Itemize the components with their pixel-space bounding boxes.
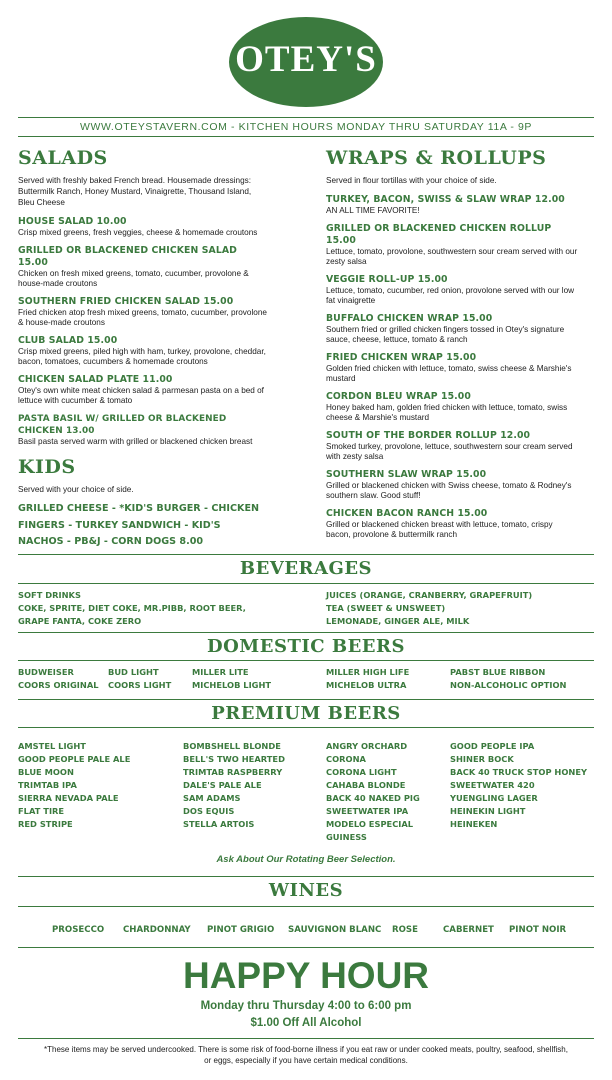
beer-item: CORONA LIGHT [326, 767, 397, 777]
divider [18, 727, 594, 728]
beer-item: DOS EQUIS [183, 806, 235, 816]
item-desc: Smoked turkey, provolone, lettuce, southwestern sour cream served with zesty salsa [326, 441, 573, 461]
premium-col [18, 740, 130, 831]
beer-item: CAHABA BLONDE [326, 780, 406, 790]
beer-item: BUD LIGHT [108, 667, 159, 677]
beer-item: BUDWEISER [18, 667, 74, 677]
wrap-item [326, 508, 578, 541]
premium-col [183, 740, 285, 831]
item-name: PASTA BASIL W/ GRILLED OR BLACKENED CHICKEN 13.00 [18, 413, 227, 436]
beverages-left [18, 589, 246, 628]
item-name: BUFFALO CHICKEN WRAP 15.00 [326, 312, 493, 324]
salad-item [18, 413, 268, 448]
item-name: GRILLED OR BLACKENED CHICKEN SALAD 15.00 [18, 244, 237, 268]
beer-item: RED STRIPE [18, 819, 73, 829]
beer-item: SIERRA NEVADA PALE [18, 793, 119, 803]
wrap-item [326, 313, 578, 346]
item-name: CLUB SALAD 15.00 [18, 334, 118, 346]
wrap-item [326, 194, 578, 217]
beer-item: STELLA ARTOIS [183, 819, 255, 829]
premium-col [326, 740, 420, 844]
section-title-premium-beers: PREMIUM BEERS [211, 703, 401, 724]
wraps-intro: Served in flour tortillas with your choice of side. [326, 176, 497, 185]
premium-col [450, 740, 587, 831]
divider [18, 699, 594, 700]
salad-item [18, 335, 268, 368]
section-title-wraps: WRAPS & ROLLUPS [326, 147, 547, 169]
domestic-col [192, 666, 271, 692]
beer-item: GOOD PEOPLE PALE ALE [18, 754, 131, 764]
salad-item [18, 216, 268, 239]
wrap-item [326, 274, 578, 307]
beer-item: MICHELOB ULTRA [326, 680, 407, 690]
beer-item: GOOD PEOPLE IPA [450, 741, 535, 751]
wrap-item [326, 352, 578, 385]
item-desc: Lettuce, tomato, cucumber, red onion, provolone served with our low fat vinaigrette [326, 285, 575, 305]
salad-item [18, 296, 268, 329]
section-title-domestic-beers: DOMESTIC BEERS [207, 636, 405, 657]
section-title-beverages: BEVERAGES [239, 558, 373, 579]
beverage-line: GRAPE FANTA, COKE ZERO [18, 616, 142, 626]
beer-item: BOMBSHELL BLONDE [183, 741, 281, 751]
item-desc: Lettuce, tomato, provolone, southwestern sour cream served with our zesty salsa [326, 246, 578, 266]
item-name: TURKEY, BACON, SWISS & SLAW WRAP 12.00 [326, 194, 565, 205]
rotating-beer-note: Ask About Our Rotating Beer Selection. [216, 854, 396, 865]
divider [18, 583, 594, 584]
wine-item: PINOT GRIGIO [207, 925, 275, 935]
beer-item: CORONA [326, 754, 366, 764]
beer-item: BACK 40 TRUCK STOP HONEY [450, 767, 588, 777]
beer-item: SHINER BOCK [450, 754, 514, 764]
wrap-item [326, 391, 578, 424]
beer-item: AMSTEL LIGHT [18, 741, 86, 751]
beer-item: TRIMTAB IPA [18, 780, 77, 790]
beer-item: MODELO ESPECIAL [326, 819, 414, 829]
item-desc: Crisp mixed greens, fresh veggies, cheese & homemade croutons [18, 228, 258, 237]
wine-item: CABERNET [443, 925, 494, 935]
item-name: CORDON BLEU WRAP 15.00 [326, 390, 471, 402]
beer-item: MILLER LITE [192, 667, 249, 677]
beer-item: GUINESS [326, 832, 367, 842]
beer-item: NON-ALCOHOLIC OPTION [450, 680, 567, 690]
divider [18, 117, 594, 118]
beer-item: MICHELOB LIGHT [192, 680, 272, 690]
wine-item: PROSECCO [52, 925, 105, 935]
divider [18, 876, 594, 877]
item-desc: Otey's own white meat chicken salad & parmesan pasta on a bed of lettuce with cucumber & tomato [18, 385, 264, 405]
website-hours-banner: WWW.OTEYSTAVERN.COM - KITCHEN HOURS MONDAY THRU SATURDAY 11A - 9P [79, 121, 533, 133]
divider [18, 947, 594, 948]
item-desc: Basil pasta served warm with grilled or blackened chicken breast [18, 436, 253, 446]
section-title-kids: KIDS [18, 456, 76, 478]
wine-item: ROSE [392, 925, 418, 935]
beer-item: YUENGLING LAGER [450, 793, 538, 803]
happy-hour-deal: $1.00 Off All Alcohol [250, 1017, 362, 1029]
wrap-item [326, 469, 578, 502]
item-name: CHICKEN BACON RANCH 15.00 [326, 507, 488, 519]
wine-item: PINOT NOIR [509, 925, 567, 935]
beer-item: TRIMTAB RASPBERRY [183, 767, 283, 777]
beverage-line: JUICES (ORANGE, CRANBERRY, GRAPEFRUIT) [326, 590, 533, 600]
divider [18, 632, 594, 633]
item-desc: Grilled or blackened chicken with Swiss cheese, tomato & Rodney's southern slaw. Good stuff! [326, 480, 572, 500]
salads-section [18, 147, 268, 453]
kids-section [18, 456, 268, 551]
wrap-item [326, 430, 578, 463]
beverage-line: SOFT DRINKS [18, 590, 81, 600]
beer-item: PABST BLUE RIBBON [450, 667, 546, 677]
food-safety-disclaimer: *These items may be served undercooked. There is some risk of food-borne illness if you eat raw or under cooked meats, poultry, seafood, shellfish, or eggs, especially if you have certain medical conditions. [44, 1045, 568, 1065]
item-name: CHICKEN SALAD PLATE 11.00 [18, 373, 173, 385]
beer-item: DALE'S PALE ALE [183, 780, 262, 790]
beer-item: HEINEKIN LIGHT [450, 806, 526, 816]
item-desc: Grilled or blackened chicken breast with lettuce, tomato, crispy bacon, provolone & buttermilk ranch [326, 519, 553, 539]
happy-hour-days: Monday thru Thursday 4:00 to 6:00 pm [200, 1000, 412, 1012]
item-desc: Golden fried chicken with lettuce, tomato, swiss cheese & Marshie's mustard [326, 363, 572, 383]
salad-item [18, 374, 268, 407]
item-desc: Southern fried or grilled chicken fingers tossed in Otey's signature sauce, cheese, lettuce, tomato & ranch [326, 324, 565, 344]
divider [18, 136, 594, 137]
item-name: HOUSE SALAD 10.00 [18, 216, 127, 227]
item-name: SOUTHERN SLAW WRAP 15.00 [326, 468, 487, 480]
domestic-col [326, 666, 409, 692]
beverage-line: COKE, SPRITE, DIET COKE, MR.PIBB, ROOT BEER, [18, 603, 246, 613]
domestic-col [450, 666, 566, 692]
section-title-salads: SALADS [18, 147, 108, 169]
item-desc: Honey baked ham, golden fried chicken with lettuce, tomato, swiss cheese & Marshie's mustard [326, 402, 568, 422]
salads-intro: Served with freshly baked French bread. Housemade dressings: Buttermilk Ranch, Honey Mustard, Vinaigrette, Thousand Island, Bleu Cheese [18, 176, 252, 207]
beer-item: SWEETWATER IPA [326, 806, 409, 816]
item-name: GRILLED OR BLACKENED CHICKEN ROLLUP 15.00 [326, 222, 552, 246]
item-desc: Fried chicken atop fresh mixed greens, tomato, cucumber, provolone & house-made croutons [18, 307, 267, 327]
logo-text: OTEY'S [235, 39, 377, 80]
item-desc: AN ALL TIME FAVORITE! [326, 206, 420, 215]
beer-item: FLAT TIRE [18, 806, 65, 816]
beer-item: SWEETWATER 420 [450, 780, 535, 790]
item-name: VEGGIE ROLL-UP 15.00 [326, 273, 448, 285]
happy-hour-title: HAPPY HOUR [182, 955, 430, 996]
item-name: SOUTHERN FRIED CHICKEN SALAD 15.00 [18, 295, 234, 307]
salad-item [18, 245, 268, 290]
beer-item: COORS ORIGINAL [18, 680, 99, 690]
wrap-item [326, 223, 578, 268]
domestic-col [108, 666, 171, 692]
beverages-right [326, 589, 532, 628]
divider [18, 554, 594, 555]
beer-item: BELL'S TWO HEARTED [183, 754, 285, 764]
wine-item: CHARDONNAY [123, 925, 191, 935]
beer-item: ANGRY ORCHARD [326, 741, 408, 751]
item-name: SOUTH OF THE BORDER ROLLUP 12.00 [326, 429, 531, 441]
beer-item: COORS LIGHT [108, 680, 172, 690]
item-desc: Chicken on fresh mixed greens, tomato, cucumber, provolone & house-made croutons [18, 268, 249, 288]
beer-item: SAM ADAMS [183, 793, 241, 803]
kids-intro: Served with your choice of side. [18, 485, 134, 494]
domestic-col [18, 666, 99, 692]
kids-menu-list: GRILLED CHEESE - *KID'S BURGER - CHICKEN FINGERS - TURKEY SANDWICH - KID'S NACHOS - PB&J - CORN DOGS 8.00 [18, 503, 260, 547]
divider [18, 1038, 594, 1039]
beverage-line: LEMONADE, GINGER ALE, MILK [326, 616, 470, 626]
divider [18, 906, 594, 907]
wine-item: SAUVIGNON BLANC [288, 925, 382, 935]
beverage-line: TEA (SWEET & UNSWEET) [326, 603, 446, 613]
item-name: FRIED CHICKEN WRAP 15.00 [326, 351, 477, 363]
divider [18, 660, 594, 661]
beer-item: HEINEKEN [450, 819, 498, 829]
beer-item: BACK 40 NAKED PIG [326, 793, 420, 803]
beer-item: BLUE MOON [18, 767, 74, 777]
section-title-wines: WINES [268, 880, 344, 901]
item-desc: Crisp mixed greens, piled high with ham, turkey, provolone, cheddar, bacon, tomatoes, cucumbers & homemade croutons [18, 346, 266, 366]
wraps-section [326, 147, 578, 547]
beer-item: MILLER HIGH LIFE [326, 667, 410, 677]
